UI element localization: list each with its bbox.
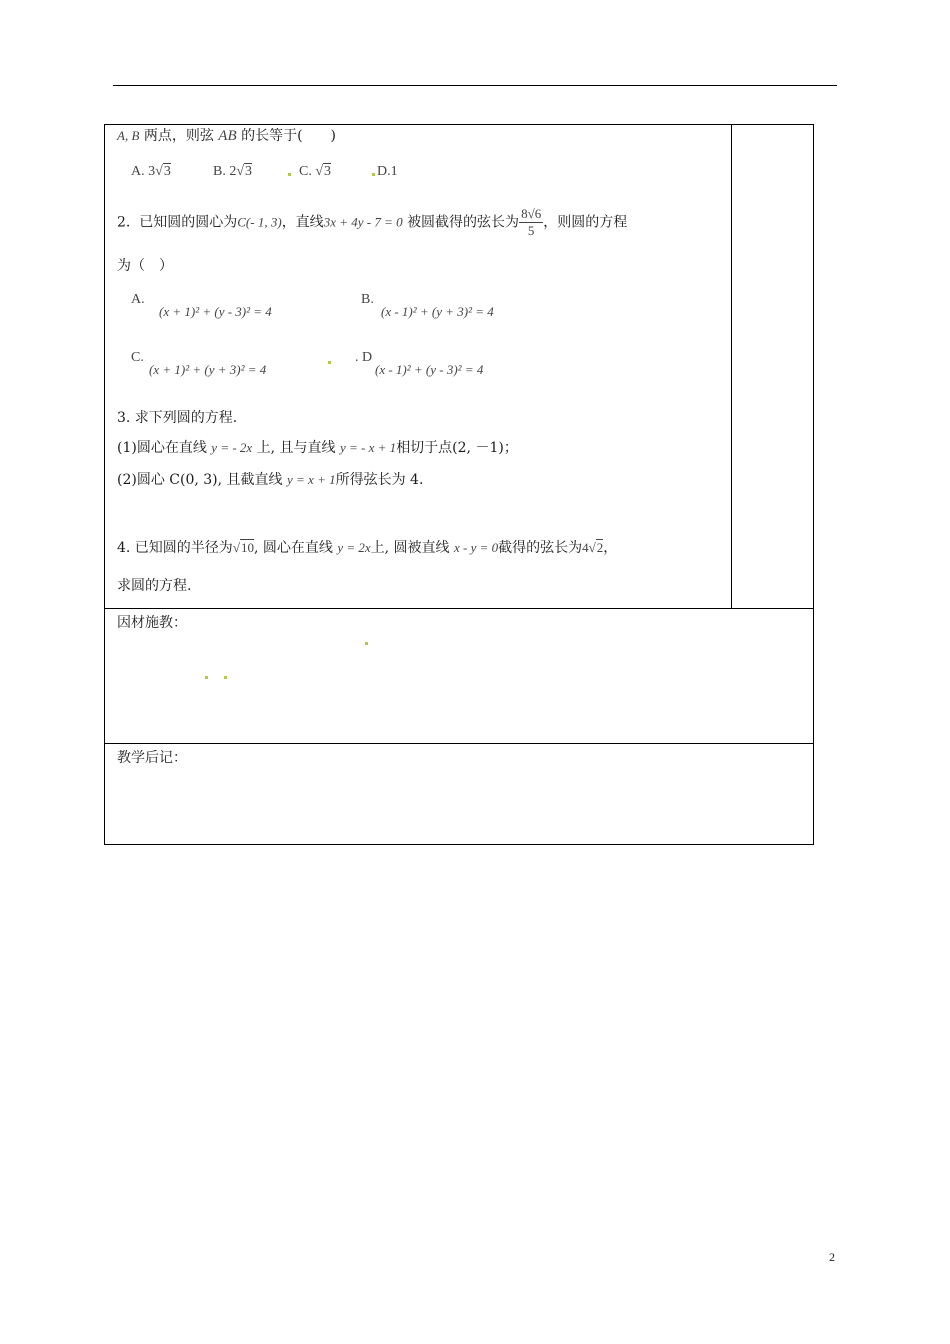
q2-option-b-label: B. — [361, 292, 374, 307]
q4-stem-cont: 求圆的方程. — [117, 578, 192, 594]
section-notes-label: 教学后记： — [117, 750, 187, 766]
q1-stem: A, B 两点，则弦 AB 的长等于( ) — [117, 128, 337, 144]
speck — [372, 173, 375, 176]
q2-option-b-eq: (x - 1)² + (y + 3)² = 4 — [381, 304, 494, 319]
q3-title: 3. 求下列圆的方程. — [117, 410, 238, 426]
q2-option-c-label: C. — [131, 350, 144, 365]
column-divider — [731, 125, 732, 608]
q2-stem: 2. 已知圆的圆心为C(- 1, 3)，直线3x + 4y - 7 = 0 被圆截得的弦长为 $\frac{8√6}{5}$ ，则圆的方程 — [117, 206, 628, 238]
q2-stem-cont: 为（ ） — [117, 258, 173, 274]
q4-stem: 4. 已知圆的半径为√10, 圆心在直线 y = 2x上, 圆被直线 x - y = 0截得的弦长为4√2， — [117, 540, 618, 556]
q3-part-1: (1)圆心在直线 y = - 2x 上, 且与直线 y = - x + 1相切于点(2, －1)； — [117, 440, 518, 456]
speck — [224, 676, 227, 679]
speck — [288, 173, 291, 176]
speck — [205, 676, 208, 679]
row-divider-2 — [105, 743, 813, 744]
q2-option-a-label: A. — [131, 292, 145, 307]
speck — [328, 361, 331, 364]
q1-option-b: B. 2√3 — [213, 164, 253, 179]
q1-option-d: D.1 — [377, 164, 398, 179]
q3-part-2: (2)圆心 C(0, 3), 且截直线 y = x + 1所得弦长为 4. — [117, 472, 424, 488]
q1-option-a: A. 3√3 — [131, 164, 171, 179]
chord-length-fraction: $\frac{8√6}{5}$ — [521, 206, 542, 238]
header-rule — [113, 85, 837, 86]
speck — [365, 642, 368, 645]
q2-option-a-eq: (x + 1)² + (y - 3)² = 4 — [159, 304, 272, 319]
q1-option-c: C. √3 — [299, 164, 332, 179]
row-divider-1 — [105, 608, 813, 609]
lesson-table — [104, 124, 814, 845]
section-adapt-label: 因材施教： — [117, 615, 187, 631]
q2-option-c-eq: (x + 1)² + (y + 3)² = 4 — [149, 362, 267, 377]
q2-option-d-eq: (x - 1)² + (y - 3)² = 4 — [375, 362, 484, 377]
q2-option-d-label: . D — [355, 350, 373, 365]
page-number: 2 — [829, 1250, 835, 1264]
